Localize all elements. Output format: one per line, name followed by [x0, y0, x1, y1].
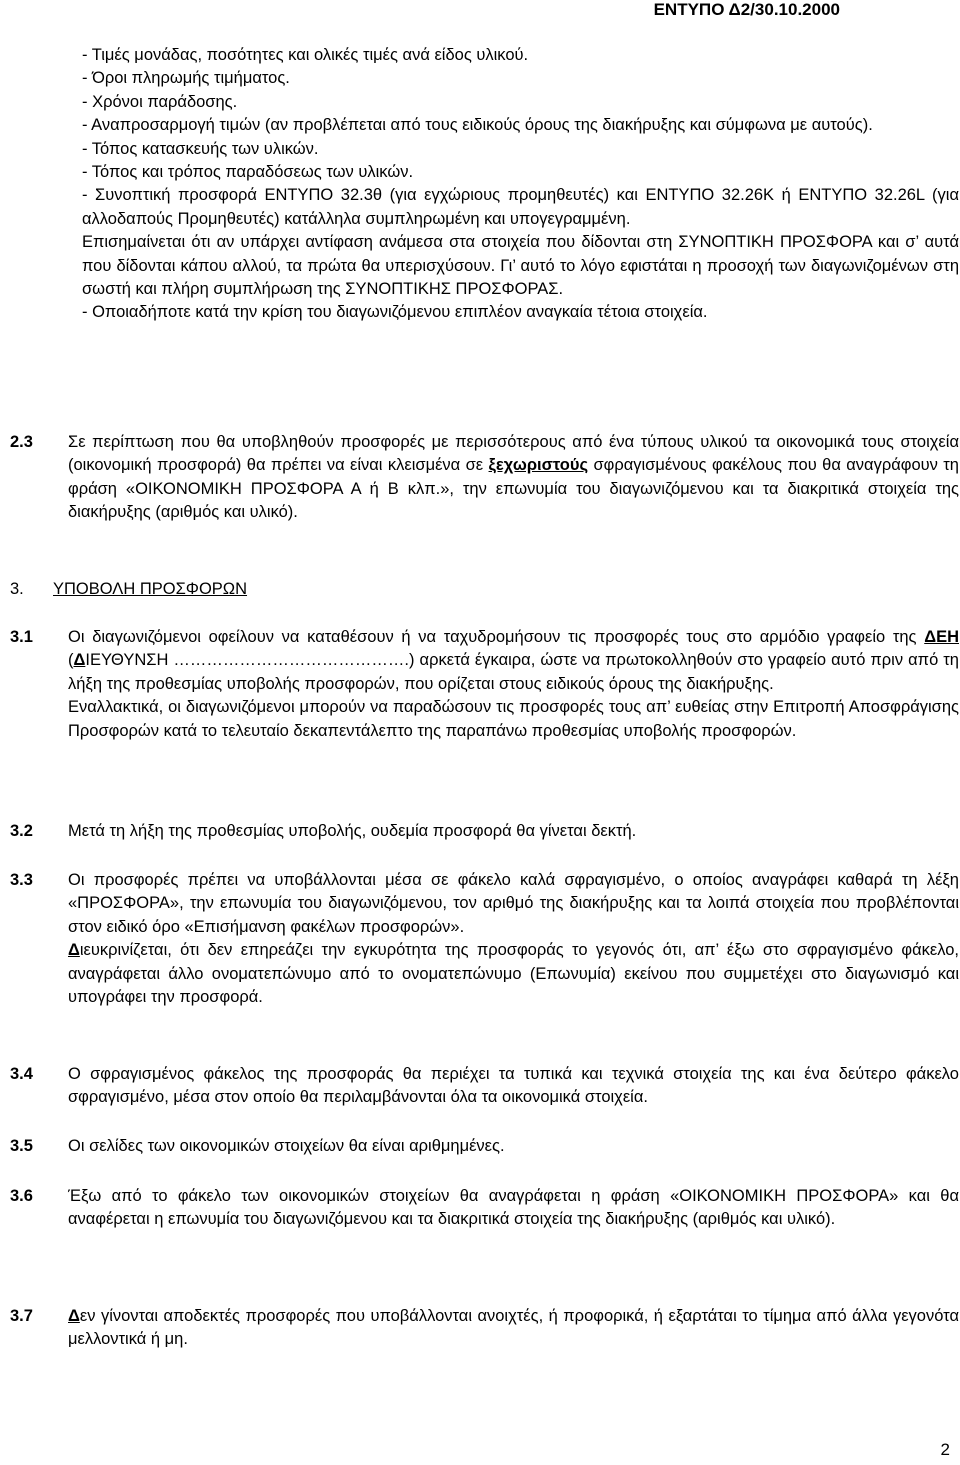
section-3-1-text: Οι διαγωνιζόμενοι οφείλουν να καταθέσουν ή να ταχυδρομήσουν τις προσφορές τους στο αρμόδιο γραφείο της ΔΕΗ (ΔΙΕΥΘΥΝΣΗ …………………………………….) αρκετά έγκαιρα, ώστε να πρωτοκολληθούν στο γραφείο αυτό πριν από τη λήξη της προθεσμίας υποβολής προσφορών, που ορίζεται στους ειδικούς όρους της διακήρυξης. Εναλλακτικά, οι διαγωνιζόμενοι μπορούν να παραδώσουν τις προσφορές τους απ’ ευθείας στην Επιτροπή Αποσφράγισης Προσφορών κατά το τελευταίο δεκαπεντάλεπτο της παραπάνω προθεσμίας υποβολής προσφορών. — [68, 628, 959, 740]
bullet-item: - Τόπος κατασκευής των υλικών. — [82, 139, 319, 158]
section-3-2-text: Μετά τη λήξη της προθεσμίας υποβολής, ουδεμία προσφορά θα γίνεται δεκτή. — [68, 822, 637, 840]
bullet-list — [82, 44, 959, 325]
section-3-4-text: Ο σφραγισμένος φάκελος της προσφοράς θα περιέχει τα τυπικά και τεχνικά στοιχεία της και ένα δεύτερο φάκελο σφραγισμένο, μέσα στον οποίο θα περιλαμβάνονται όλα τα οικονομικά στοιχεία. — [68, 1065, 959, 1107]
section-number: 3.7 — [10, 1307, 33, 1325]
bullet-item: - Όροι πληρωμής τιμήματος. — [82, 69, 290, 88]
bullet-item: - Χρόνοι παράδοσης. — [82, 92, 238, 111]
bullet-item: - Τιμές μονάδας, ποσότητες και ολικές τιμές ανά είδος υλικού. — [82, 46, 529, 64]
section-title: ΥΠΟΒΟΛΗ ΠΡΟΣΦΟΡΩΝ — [53, 580, 248, 598]
bullet-item: - Συνοπτική προσφορά ΕΝΤΥΠΟ 32.3θ (για εγχώριους προμηθευτές) και ΕΝΤΥΠΟ 32.26Κ ή ΕΝΤΥΠΟ 32.26L (για αλλοδαπούς Προμηθευτές) κατάλληλα συμπληρωμένη και υπογεγραμμένη. — [82, 186, 959, 228]
bullet-item: - Οποιαδήποτε κατά την κρίση του διαγωνιζόμενου επιπλέον αναγκαία τέτοια στοιχεία. — [82, 303, 708, 322]
section-2-3-text: Σε περίπτωση που θα υποβληθούν προσφορές με περισσότερους από ένα τύπους υλικού τα οικονομικά τους στοιχεία (οικονομική προσφορά) θα πρέπει να είναι κλεισμένα σε ξεχωριστούς σφραγισμένους φακέλους που θα αναγράφουν τη φράση «ΟΙΚΟΝΟΜΙΚΗ ΠΡΟΣΦΟΡΑ Α ή Β κλπ.», την επωνυμία του διαγωνιζόμενου και τα διακριτικά στοιχεία της διακήρυξης (αριθμός και υλικό). — [68, 433, 959, 522]
section-3-6-text: Έξω από το φάκελο των οικονομικών στοιχείων θα αναγράφεται η φράση «ΟΙΚΟΝΟΜΙΚΗ ΠΡΟΣΦΟΡΑ» και θα αναφέρεται η επωνυμία του διαγωνιζόμενου και τα διακριτικά στοιχεία της διακήρυξης (αριθμός και υλικό). — [68, 1187, 959, 1229]
note-paragraph: Επισημαίνεται ότι αν υπάρχει αντίφαση ανάμεσα στα στοιχεία που δίδονται στη ΣΥΝΟΠΤΙΚΗ ΠΡΟΣΦΟΡΑ και σ’ αυτά που δίδονται κάπου αλλού, τα πρώτα θα υπερισχύσουν. Γι’ αυτό το λόγο εφιστάται η προσοχή των διαγωνιζομένων στη σωστή και πλήρη συμπλήρωση της ΣΥΝΟΠΤΙΚΗΣ ΠΡΟΣΦΟΡΑΣ. — [82, 233, 959, 299]
section-number: 3.3 — [10, 871, 33, 889]
section-number: 3.1 — [10, 628, 33, 646]
section-number: 3.2 — [10, 822, 33, 840]
document-header: ΕΝΤΥΠΟ Δ2/30.10.2000 — [653, 0, 840, 19]
section-number: 3. — [10, 580, 24, 598]
section-3-7-text: Δεν γίνονται αποδεκτές προσφορές που υποβάλλονται ανοιχτές, ή προφορικά, ή εξαρτάται το τίμημα από άλλα γεγονότα μελλοντικά ή μη. — [68, 1307, 959, 1349]
section-number: 3.6 — [10, 1187, 33, 1205]
section-number: 2.3 — [10, 433, 33, 451]
section-number: 3.5 — [10, 1137, 33, 1155]
bullet-item: - Τόπος και τρόπος παραδόσεως των υλικών. — [82, 163, 414, 182]
section-number: 3.4 — [10, 1065, 33, 1083]
emphasis-word: ξεχωριστούς — [488, 456, 589, 475]
page-number: 2 — [940, 1440, 950, 1459]
section-3-5-text: Οι σελίδες των οικονομικών στοιχείων θα είναι αριθμημένες. — [68, 1137, 505, 1155]
section-3-3-text: Οι προσφορές πρέπει να υποβάλλονται μέσα σε φάκελο καλά σφραγισμένο, ο οποίος αναγράφει καθαρά τη λέξη «ΠΡΟΣΦΟΡΑ», την επωνυμία του διαγωνιζόμενου, τον αριθμό της διακήρυξης και τα λοιπά στοιχεία που προβλέπονται στον ειδικό όρο «Επισήμανση φακέλων προσφορών». Διευκρινίζεται, ότι δεν επηρεάζει την εγκυρότητα της προσφοράς το γεγονός ότι, απ’ έξω στο σφραγισμένο φάκελο, αναγράφεται άλλο ονοματεπώνυμο από το ονοματεπώνυμο (Επωνυμία) εκείνου που συμμετέχει στο διαγωνισμό και υπογράφει την προσφορά. — [68, 871, 959, 1007]
bullet-item: - Αναπροσαρμογή τιμών (αν προβλέπεται από τους ειδικούς όρους της διακήρυξης και σύμφωνα με αυτούς). — [82, 116, 873, 135]
